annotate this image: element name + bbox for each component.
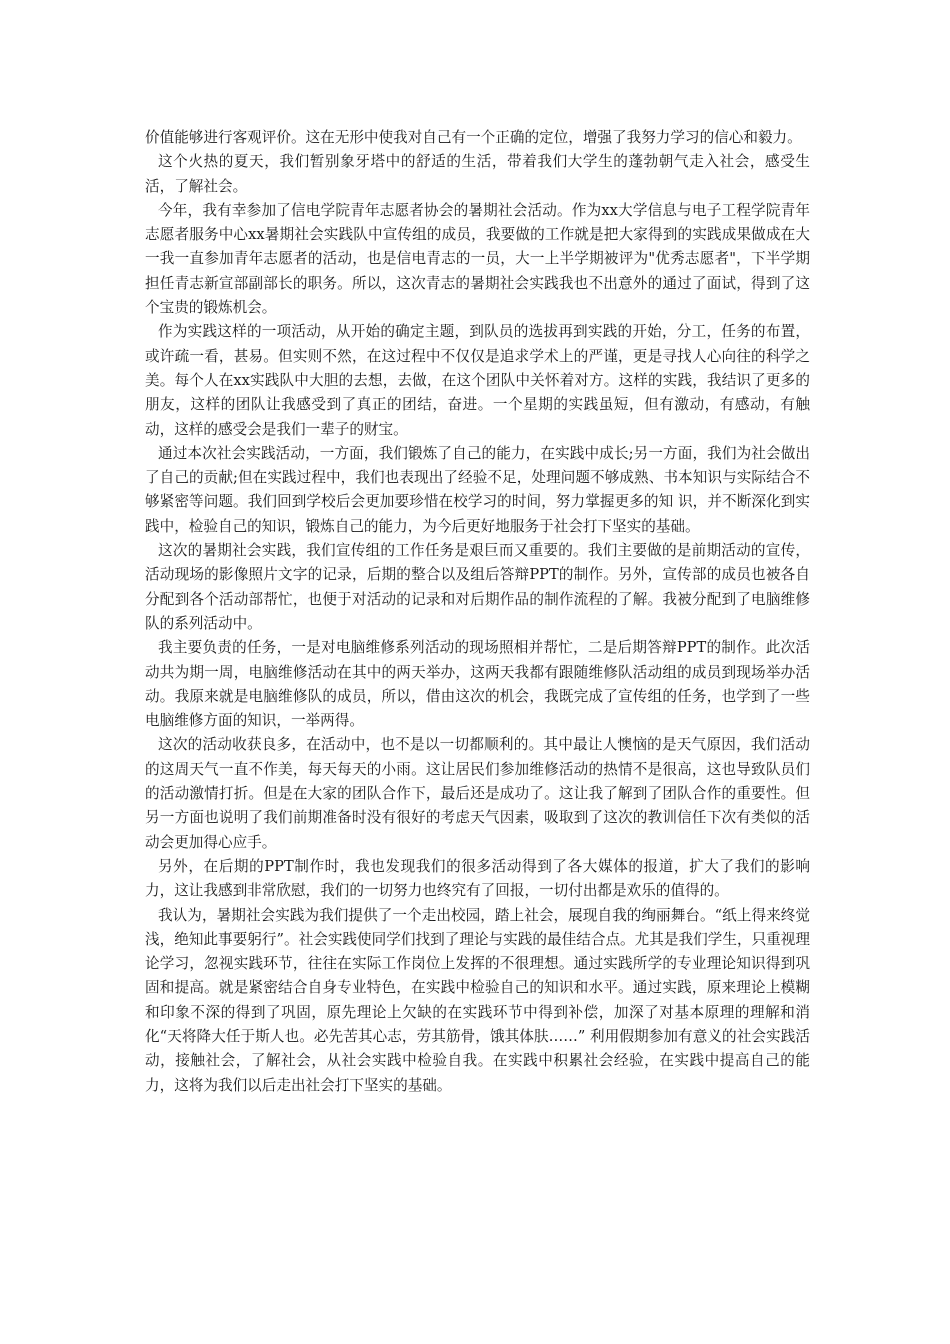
paragraph: 我主要负责的任务，一是对电脑维修系列活动的现场照相并帮忙，二是后期答辩PPT的制作。此次活动共为期一周，电脑维修活动在其中的两天举办，这两天我都有跟随维修队活动组的成员到现场举办活动。我原来就是电脑维修队的成员，所以，借由这次的机会，我既完成了宣传组的任务，也学到了一些电脑维修方面的知识，一举两得。 [145, 639, 810, 730]
paragraph: 今年，我有幸参加了信电学院青年志愿者协会的暑期社会活动。作为xx大学信息与电子工程学院青年志愿者服务中心xx暑期社会实践队中宣传组的成员，我要做的工作就是把大家得到的实践成果做成在大一我一直参加青年志愿者的活动，也是信电青志的一员，大一上半学期被评为"优秀志愿者"，下半学期担任青志新宣部副部长的职务。所以，这次青志的暑期社会实践我也不出意外的通过了面试，得到了这个宝贵的锻炼机会。 [145, 201, 810, 317]
paragraph: 这个火热的夏天，我们暂别象牙塔中的舒适的生活，带着我们大学生的蓬勃朝气走入社会，感受生活，了解社会。 [145, 153, 810, 195]
paragraph: 另外，在后期的PPT制作时，我也发现我们的很多活动得到了各大媒体的报道，扩大了我们的影响力，这让我感到非常欣慰，我们的一切努力也终究有了回报，一切付出都是欢乐的值得的。 [145, 857, 810, 900]
paragraph: 作为实践这样的一项活动，从开始的确定主题，到队员的选拔再到实践的开始，分工，任务的布置，或许疏一看，甚易。但实则不然，在这过程中不仅仅是追求学术上的严谨，更是寻找人心向往的科学之美。每个人在xx实践队中大胆的去想，去做，在这个团队中关怀着对方。这样的实践，我结识了更多的朋友，这样的团队让我感受到了真正的团结，奋进。一个星期的实践虽短，但有激动，有感动，有触动，这样的感受会是我们一辈子的财宝。 [145, 323, 810, 438]
paragraph: 通过本次社会实践活动，一方面，我们锻炼了自己的能力，在实践中成长;另一方面，我们为社会做出了自己的贡献;但在实践过程中，我们也表现出了经验不足，处理问题不够成熟、书本知识与实际结合不够紧密等问题。我们回到学校后会更加要珍惜在校学习的时间，努力掌握更多的知 识，并不断深化到实践中，检验自己的知识，锻炼自己的能力，为今后更好地服务于社会打下坚实的基础。 [145, 444, 810, 535]
paragraph: 这次的活动收获良多，在活动中，也不是以一切都顺利的。其中最让人懊恼的是天气原因，我们活动的这周天气一直不作美，每天每天的小雨。这让居民们参加维修活动的热情不是很高，这也导致队员们的活动激情打折。但是在大家的团队合作下，最后还是成功了。这让我了解到了团队合作的重要性。但另一方面也说明了我们前期准备时没有很好的考虑天气因素，吸取到了这次的教训信任下次有类似的活动会更加得心应手。 [145, 736, 810, 851]
paragraph: 价值能够进行客观评价。这在无形中使我对自己有一个正确的定位，增强了我努力学习的信心和毅力。 [145, 129, 802, 146]
paragraph: 这次的暑期社会实践，我们宣传组的工作任务是艰巨而又重要的。我们主要做的是前期活动的宣传，活动现场的影像照片文字的记录，后期的整合以及组后答辩PPT的制作。另外，宣传部的成员也被各自分配到各个活动部帮忙，也便于对活动的记录和对后期作品的制作流程的了解。我被分配到了电脑维修队的系列活动中。 [145, 542, 810, 632]
paragraph: 我认为，暑期社会实践为我们提供了一个走出校园，踏上社会，展现自我的绚丽舞台。“纸上得来终觉浅，绝知此事要躬行”。社会实践使同学们找到了理论与实践的最佳结合点。尤其是我们学生，只重视理论学习，忽视实践环节，往往在实际工作岗位上发挥的不很理想。通过实践所学的专业理论知识得到巩固和提高。就是紧密结合自身专业特色，在实践中检验自己的知识和水平。通过实践，原来理论上模糊和印象不深的得到了巩固，原先理论上欠缺的在实践环节中得到补偿，加深了对基本原理的理解和消化“天将降大任于斯人也。必先苦其心志，劳其筋骨，饿其体肤……” 利用假期参加有意义的社会实践活动，接触社会，了解社会，从社会实践中检验自我。在实践中积累社会经验，在实践中提高自己的能力，这将为我们以后走出社会打下坚实的基础。 [145, 906, 810, 1094]
document-body [145, 126, 810, 1098]
